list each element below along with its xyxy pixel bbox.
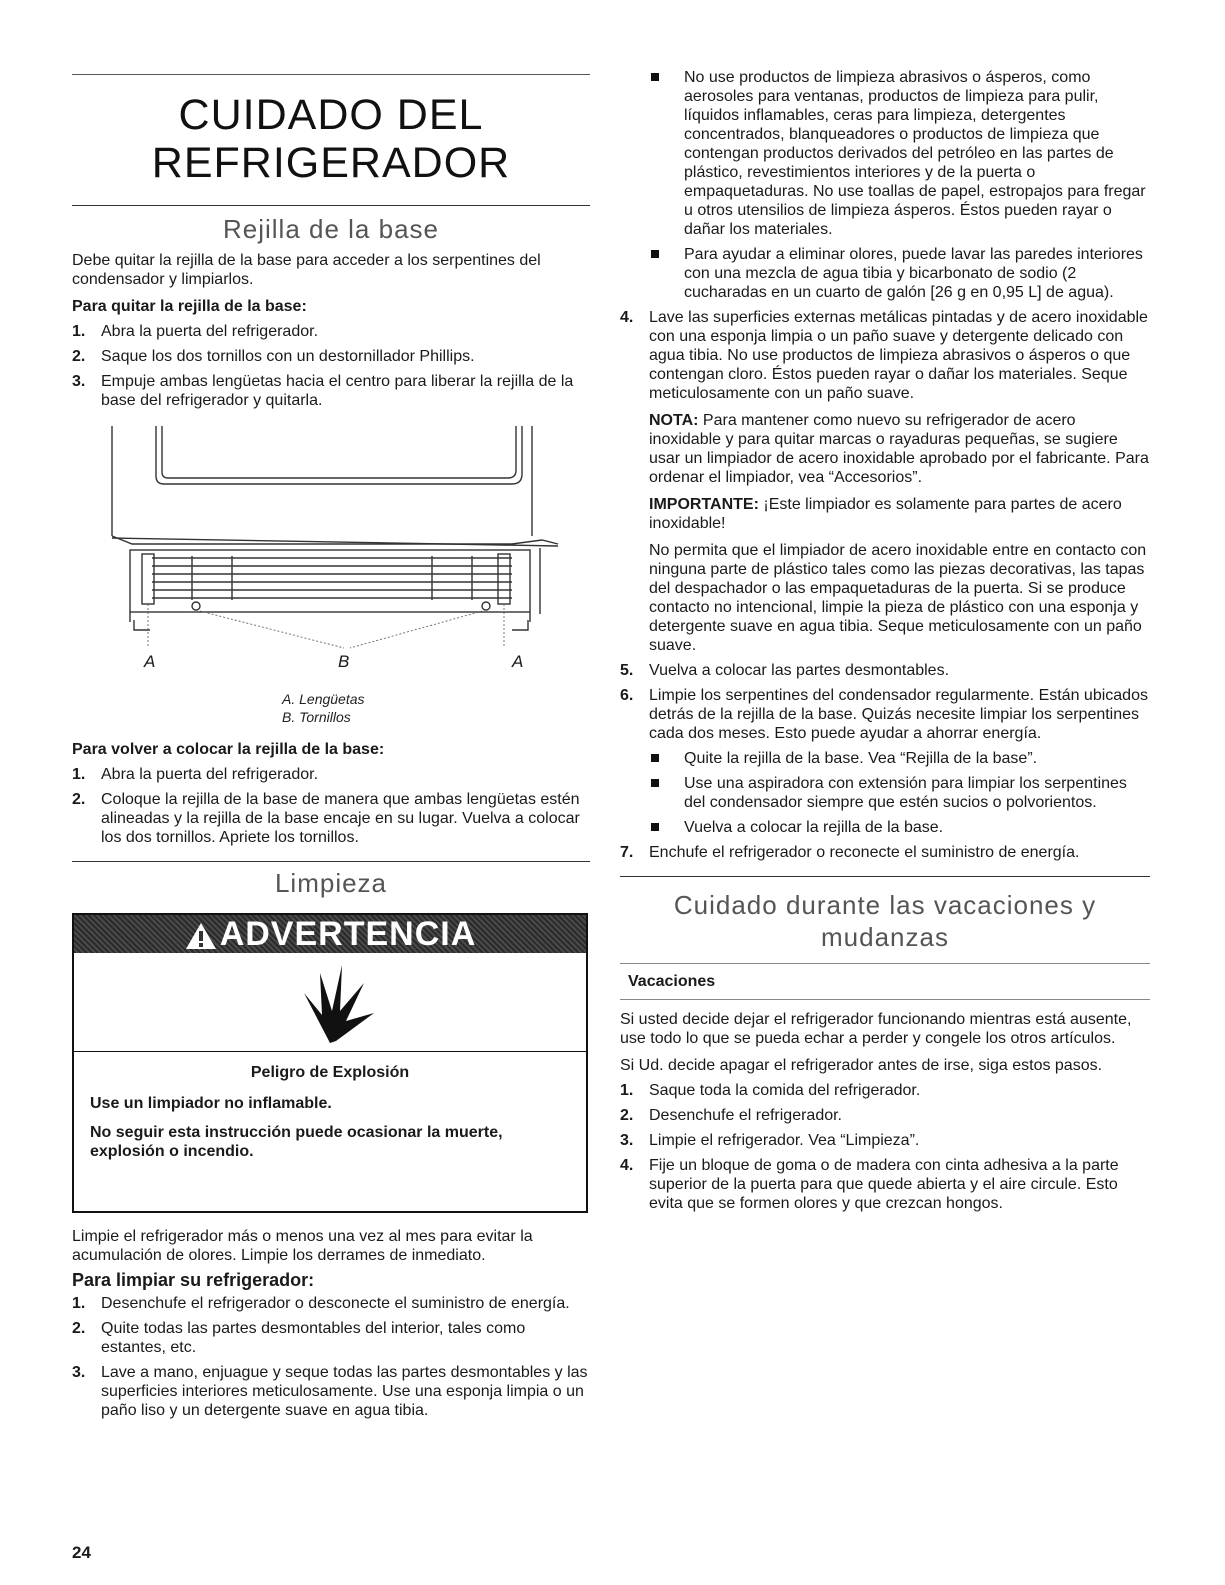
figure-label-a-left: A	[144, 652, 156, 671]
list-item: 2. Desenchufe el refrigerador.	[620, 1107, 842, 1124]
warning-triangle-icon	[184, 921, 218, 951]
list-item: 3. Empuje ambas lengüetas hacia el centro para liberar la rejilla de la base del refrigerador y quitarla.	[72, 373, 574, 409]
warning-line-2: No seguir esta instrucción puede ocasionar la muerte, explosión o incendio.	[90, 1124, 503, 1160]
right-column	[620, 0, 1150, 1219]
vacation-title-line-1: Cuidado durante las vacaciones y	[673, 890, 1097, 920]
cleaning-steps	[72, 1294, 590, 1420]
cleaning-steps-continued	[620, 308, 1150, 862]
list-item: 3. Limpie el refrigerador. Vea “Limpieza”.	[620, 1132, 920, 1149]
page-number: 24	[72, 1543, 91, 1562]
important-paragraph: IMPORTANTE: ¡Este limpiador es solamente para partes de acero inoxidable!	[649, 496, 1122, 532]
warning-graphic	[74, 953, 586, 1052]
remove-steps	[72, 322, 590, 410]
cleaning-intro: Limpie el refrigerador más o menos una vez al mes para evitar la acumulación de olores. Limpie los derrames de inmediato.	[72, 1228, 533, 1264]
base-grille-figure	[72, 416, 590, 676]
list-item: No use productos de limpieza abrasivos o ásperos, como aerosoles para ventanas, productos de limpieza para pulir, líquidos inflamables, ceras para limpieza, detergentes concentrados, blanqueadores o productos de limpieza que contengan productos derivados del petróleo en las partes de plástico, revestimientos interiores y de la puerta o empaquetaduras. No use toallas de papel, estropajos para fregar u otros utensilios de limpieza ásperos. Éstos pueden rayar o dañar los materiales.	[649, 68, 1150, 239]
list-item: 6. Limpie los serpentines del condensador regularmente. Están ubicados detrás de la rejilla de la base. Quizás necesite limpiar los serpentines cada dos meses. Esto puede ayudar a ahorrar energía. Quite la rejilla de la base. Vea “Rejilla de la base”. Use una aspiradora con extensión para limpiar los serpentines del condensador siempre que estén sucios o polvorientos. Vuelva a colocar la rejilla de la base.	[620, 686, 1150, 837]
bullet-square-icon	[651, 779, 659, 787]
caption-b: B. Tornillos	[282, 709, 351, 725]
condenser-bullets	[649, 749, 1150, 837]
warning-header	[74, 915, 586, 953]
title-line-1: CUIDADO DEL	[178, 91, 484, 139]
bullet-square-icon	[651, 754, 659, 762]
note-paragraph: NOTA: Para mantener como nuevo su refrigerador de acero inoxidable y para quitar marcas o rayaduras pequeñas, se sugiere usar un limpiador de acero inoxidable aprobado por el fabricante. Para ordenar el limpiador, vea “Accesorios”.	[649, 412, 1149, 486]
title-line-2: REFRIGERADOR	[151, 139, 511, 187]
base-grille-intro: Debe quitar la rejilla de la base para acceder a los serpentines del condensador y limpiarlos.	[72, 252, 541, 288]
list-item: 1. Abra la puerta del refrigerador.	[72, 766, 319, 783]
list-item: 1. Desenchufe el refrigerador o desconecte el suministro de energía.	[72, 1295, 570, 1312]
list-item: Quite la rejilla de la base. Vea “Rejilla de la base”.	[649, 749, 1150, 768]
figure-caption	[72, 690, 590, 726]
vacation-title-line-2: mudanzas	[821, 922, 949, 952]
replace-steps	[72, 765, 590, 847]
list-item: 1. Abra la puerta del refrigerador.	[72, 323, 319, 340]
vacation-subheading: Vacaciones	[628, 973, 716, 990]
list-item: 2. Quite todas las partes desmontables del interior, tales como estantes, etc.	[72, 1320, 526, 1356]
list-item: Use una aspiradora con extensión para limpiar los serpentines del condensador siempre que estén sucios o polvorientos.	[649, 774, 1150, 812]
page-title	[72, 91, 590, 187]
vacation-steps	[620, 1081, 1150, 1213]
list-item: 7. Enchufe el refrigerador o reconecte el suministro de energía.	[620, 844, 1080, 861]
warning-hazard: Peligro de Explosión	[250, 1064, 410, 1081]
vacation-para-1: Si usted decide dejar el refrigerador funcionando mientras está ausente, use todo lo que se pueda echar a perder y congele los otros artículos.	[620, 1011, 1132, 1047]
list-item: 4. Fije un bloque de goma o de madera con cinta adhesiva a la parte superior de la puerta para que quede abierta y el aire circule. Esto evita que se formen olores y que crezcan hongos.	[620, 1157, 1119, 1212]
list-item: Vuelva a colocar la rejilla de la base.	[649, 818, 1150, 837]
list-item: 4. Lave las superficies externas metálicas pintadas y de acero inoxidable con una esponja limpia o un paño suave y detergente delicado con agua tibia. No use productos de limpieza abrasivos o ásperos o que contengan cloro. Éstos pueden rayar o dañar los materiales. Seque meticulosamente con un paño suave. NOTA: Para mantener como nuevo su refrigerador de acero inoxidable y para quitar marcas o rayaduras pequeñas, se sugiere usar un limpiador de acero inoxidable aprobado por el fabricante. Para ordenar el limpiador, vea “Accesorios”. IMPORTANTE: ¡Este limpiador es solamente para partes de acero inoxidable! No permita que el limpiador de acero inoxidable entre en contacto con ninguna parte de plástico tales como las piezas decorativas, las tapas del despachador o las empaquetaduras de la puerta. Si se produce contacto no intencional, limpie la pieza de plástico con una esponja y detergente suave en agua tibia. Seque meticulosamente con un paño suave.	[620, 309, 1149, 654]
cleaning-steps-heading: Para limpiar su refrigerador:	[72, 1270, 315, 1290]
list-item: 5. Vuelva a colocar las partes desmontables.	[620, 662, 950, 679]
warning-line-1: Use un limpiador no inflamable.	[90, 1095, 332, 1112]
base-grille-illustration	[72, 416, 590, 656]
explosion-icon	[74, 953, 586, 1051]
remove-heading: Para quitar la rejilla de la base:	[72, 298, 307, 315]
extra-paragraph: No permita que el limpiador de acero inoxidable entre en contacto con ninguna parte de plástico tales como las piezas decorativas, las tapas del despachador o las empaquetaduras de la puerta. Si se produce contacto no intencional, limpie la pieza de plástico con una esponja y detergente suave en agua tibia. Seque meticulosamente con un paño suave.	[649, 542, 1147, 654]
section-title-cleaning: Limpieza	[274, 868, 388, 898]
list-item: 3. Lave a mano, enjuague y seque todas las partes desmontables y las superficies interiores meticulosamente. Use una esponja limpia o un paño liso y un detergente suave en agua tibia.	[72, 1364, 588, 1419]
caption-a: A. Lengüetas	[282, 691, 365, 707]
section-title-base-grille: Rejilla de la base	[222, 214, 439, 244]
list-item: Para ayudar a eliminar olores, puede lavar las paredes interiores con una mezcla de agua tibia y bicarbonato de sodio (2 cucharadas en un cuarto de galón [26 g en 0,95 L] de agua).	[649, 245, 1150, 302]
warning-body	[74, 1052, 586, 1161]
replace-heading: Para volver a colocar la rejilla de la base:	[72, 741, 385, 758]
cleaning-cautions	[620, 68, 1150, 302]
bullet-square-icon	[651, 250, 659, 258]
warning-box	[72, 913, 588, 1213]
list-item: 2. Coloque la rejilla de la base de manera que ambas lengüetas estén alineadas y la rejilla de la base encaje en su lugar. Vuelva a colocar los dos tornillos. Apriete los tornillos.	[72, 791, 580, 846]
list-item: 1. Saque toda la comida del refrigerador.	[620, 1082, 921, 1099]
vacation-para-2: Si Ud. decide apagar el refrigerador antes de irse, siga estos pasos.	[620, 1057, 1103, 1074]
bullet-square-icon	[651, 823, 659, 831]
figure-label-b: B	[338, 652, 350, 671]
left-column	[72, 0, 590, 1426]
section-title-vacation	[620, 889, 1150, 953]
figure-label-a-right: A	[512, 652, 524, 671]
warning-title: ADVERTENCIA	[219, 915, 477, 953]
list-item: 2. Saque los dos tornillos con un destornillador Phillips.	[72, 348, 475, 365]
bullet-square-icon	[651, 73, 659, 81]
